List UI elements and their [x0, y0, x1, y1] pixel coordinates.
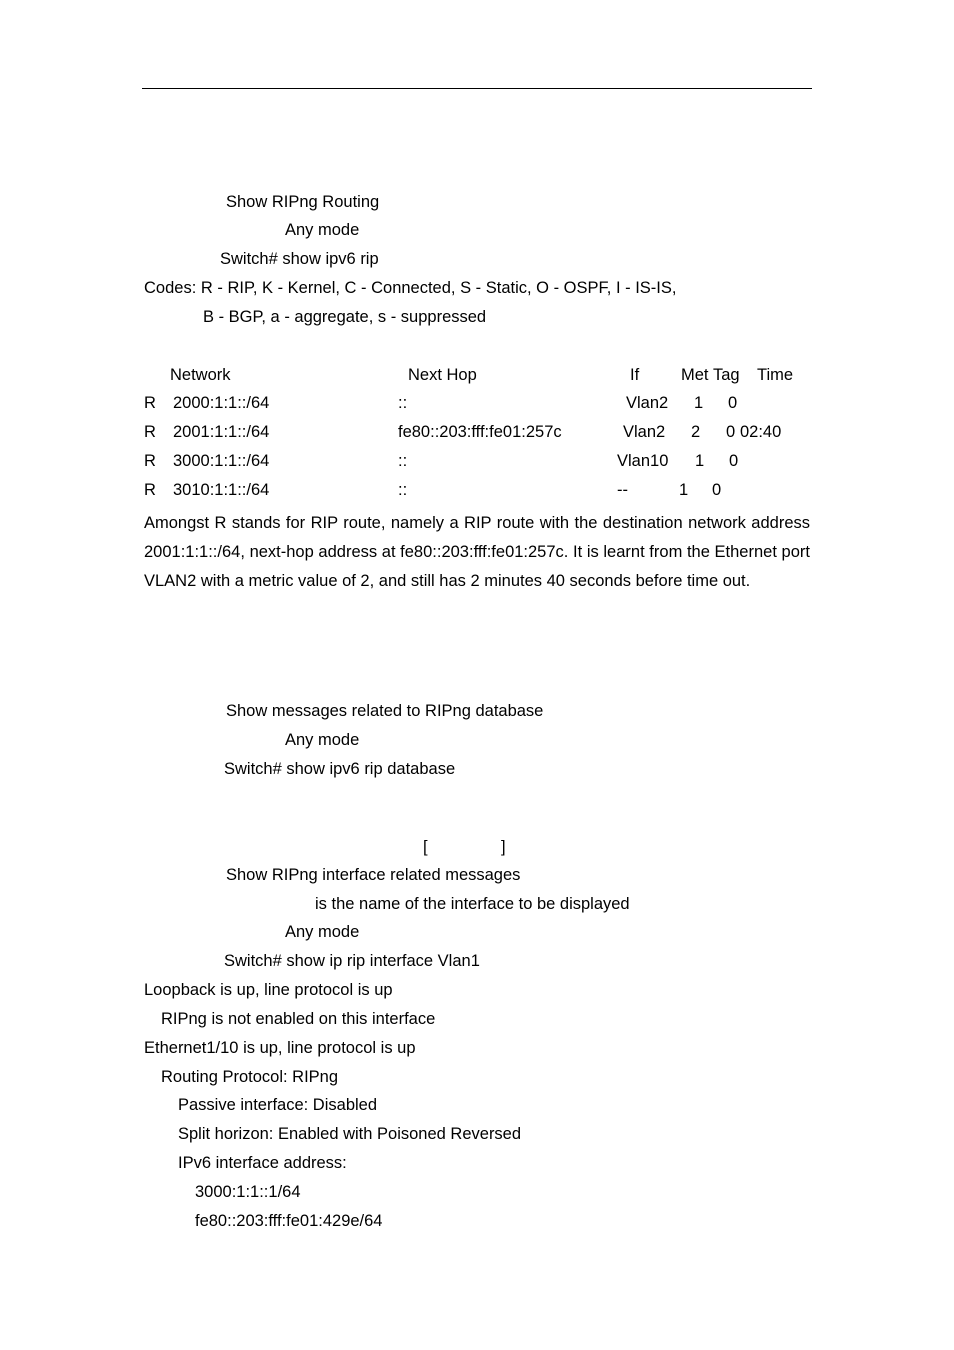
- output-line: Routing Protocol: RIPng: [161, 1068, 339, 1086]
- route-interface: Vlan10: [617, 452, 669, 470]
- route-time: 02:40: [740, 423, 782, 441]
- route-tag: 0: [726, 423, 736, 441]
- route-metric: 2: [691, 423, 701, 441]
- col-header-time: Time: [757, 366, 794, 384]
- col-header-if: If: [630, 366, 640, 384]
- output-line: Loopback is up, line protocol is up: [144, 981, 393, 999]
- section1-function: Show RIPng Routing: [226, 193, 380, 211]
- section1-example: Switch# show ipv6 rip: [220, 250, 379, 268]
- section2-example: Switch# show ipv6 rip database: [224, 760, 456, 778]
- header-rule: [142, 88, 812, 89]
- route-next-hop: fe80::203:fff:fe01:257c: [398, 423, 562, 441]
- route-interface: --: [617, 481, 628, 499]
- col-header-network: Network: [170, 366, 231, 384]
- syntax-bracket-open: [: [423, 838, 428, 856]
- route-network: 2000:1:1::/64: [173, 394, 270, 412]
- route-network: 3010:1:1::/64: [173, 481, 270, 499]
- route-tag: 0: [728, 394, 738, 412]
- section2-mode: Any mode: [285, 731, 360, 749]
- route-next-hop: ::: [398, 394, 408, 412]
- col-header-next-hop: Next Hop: [408, 366, 477, 384]
- syntax-bracket-close: ]: [501, 838, 506, 856]
- col-header-tag: Tag: [713, 366, 740, 384]
- section1-mode: Any mode: [285, 221, 360, 239]
- route-tag: 0: [729, 452, 739, 470]
- output-line: fe80::203:fff:fe01:429e/64: [195, 1212, 383, 1230]
- output-line: IPv6 interface address:: [178, 1154, 347, 1172]
- route-code: R: [144, 481, 156, 499]
- output-line: RIPng is not enabled on this interface: [161, 1010, 436, 1028]
- route-metric: 1: [679, 481, 689, 499]
- route-interface: Vlan2: [626, 394, 669, 412]
- output-line: Ethernet1/10 is up, line protocol is up: [144, 1039, 416, 1057]
- route-tag: 0: [712, 481, 722, 499]
- route-explanation: Amongst R stands for RIP route, namely a RIP route with the destination network address 2001:1:1::/64, next-hop address at fe80::203:fff:fe01:257c. It is learnt from the Ethernet port VLAN2 with a metric value of 2, and still has 2 minutes 40 seconds before time out.: [144, 514, 810, 590]
- route-network: 3000:1:1::/64: [173, 452, 270, 470]
- route-next-hop: ::: [398, 452, 408, 470]
- output-line: 3000:1:1::1/64: [195, 1183, 301, 1201]
- route-metric: 1: [695, 452, 705, 470]
- section3-example: Switch# show ip rip interface Vlan1: [224, 952, 480, 970]
- output-line: Passive interface: Disabled: [178, 1096, 378, 1114]
- col-header-met: Met: [681, 366, 709, 384]
- section3-mode: Any mode: [285, 923, 360, 941]
- route-code: R: [144, 452, 156, 470]
- route-code: R: [144, 394, 156, 412]
- codes-line-1: Codes: R - RIP, K - Kernel, C - Connected, S - Static, O - OSPF, I - IS-IS,: [144, 279, 677, 297]
- route-next-hop: ::: [398, 481, 408, 499]
- section3-parameter: is the name of the interface to be displayed: [315, 895, 630, 913]
- route-network: 2001:1:1::/64: [173, 423, 270, 441]
- route-metric: 1: [694, 394, 704, 412]
- codes-line-2: B - BGP, a - aggregate, s - suppressed: [203, 308, 487, 326]
- section3-function: Show RIPng interface related messages: [226, 866, 521, 884]
- route-interface: Vlan2: [623, 423, 666, 441]
- section2-function: Show messages related to RIPng database: [226, 702, 544, 720]
- route-code: R: [144, 423, 156, 441]
- output-line: Split horizon: Enabled with Poisoned Reversed: [178, 1125, 522, 1143]
